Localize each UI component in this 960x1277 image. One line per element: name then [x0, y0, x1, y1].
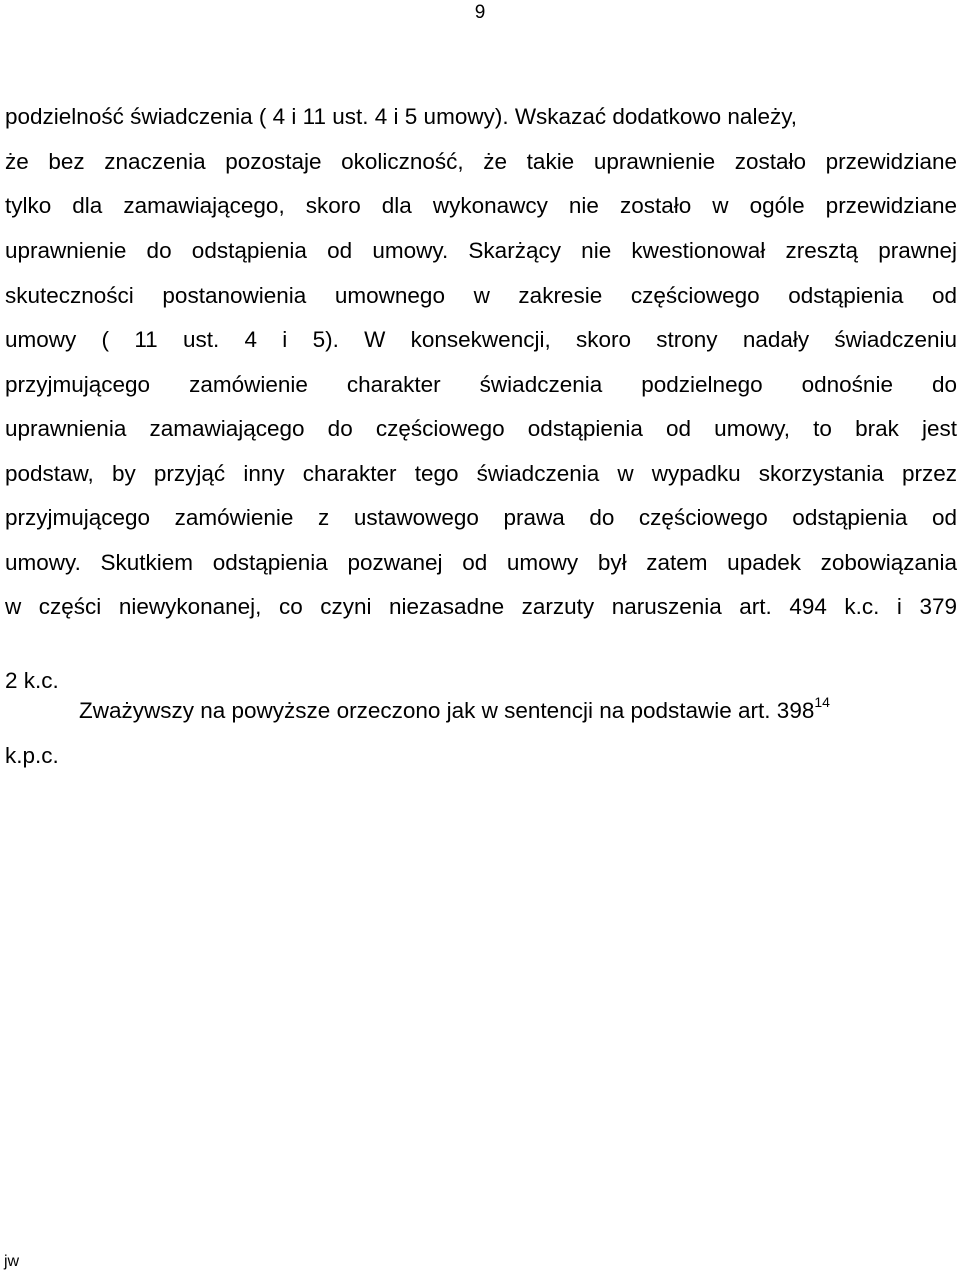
superscript-14: 14 — [814, 693, 830, 710]
paragraph-line: umowy. Skutkiem odstąpienia pozwanej od umowy był zatem upadek zobowiązania — [5, 550, 957, 575]
paragraph-line: w części niewykonanej, co czyni niezasadne zarzuty naruszenia art. 494 k.c. i 379 — [5, 594, 957, 619]
paragraph-line: uprawnienie do odstąpienia od umowy. Skarżący nie kwestionował zresztą prawnej — [5, 238, 957, 263]
paragraph-line: podzielność świadczenia ( 4 i 11 ust. 4 i 5 umowy). Wskazać dodatkowo należy, — [5, 104, 798, 129]
footer-initials: jw — [4, 1253, 20, 1270]
paragraph-line: umowy ( 11 ust. 4 i 5). W konsekwencji, skoro strony nadały świadczeniu — [5, 327, 957, 352]
paragraph-line: uprawnienia zamawiającego do częściowego odstąpienia od umowy, to brak jest — [5, 416, 957, 441]
final-paragraph-continuation: k.p.c. — [5, 743, 59, 768]
paragraph-line: skuteczności postanowienia umownego w zakresie częściowego odstąpienia od — [5, 283, 957, 308]
paragraph-line: tylko dla zamawiającego, skoro dla wykonawcy nie zostało w ogóle przewidziane — [5, 193, 957, 218]
paragraph-line: podstaw, by przyjąć inny charakter tego świadczenia w wypadku skorzystania przez — [5, 461, 957, 486]
paragraph-line: 2 k.c. — [5, 668, 59, 693]
paragraph-line: że bez znaczenia pozostaje okoliczność, że takie uprawnienie zostało przewidziane — [5, 149, 957, 174]
paragraph-line: przyjmującego zamówienie charakter świadczenia podzielnego odnośnie do — [5, 372, 957, 397]
page-number: 9 — [474, 2, 486, 23]
paragraph-line: przyjmującego zamówienie z ustawowego prawa do częściowego odstąpienia od — [5, 505, 957, 530]
final-paragraph-line — [79, 693, 957, 726]
final-paragraph-text: Zważywszy na powyższe orzeczono jak w sentencji na podstawie art. 398 — [79, 698, 815, 723]
